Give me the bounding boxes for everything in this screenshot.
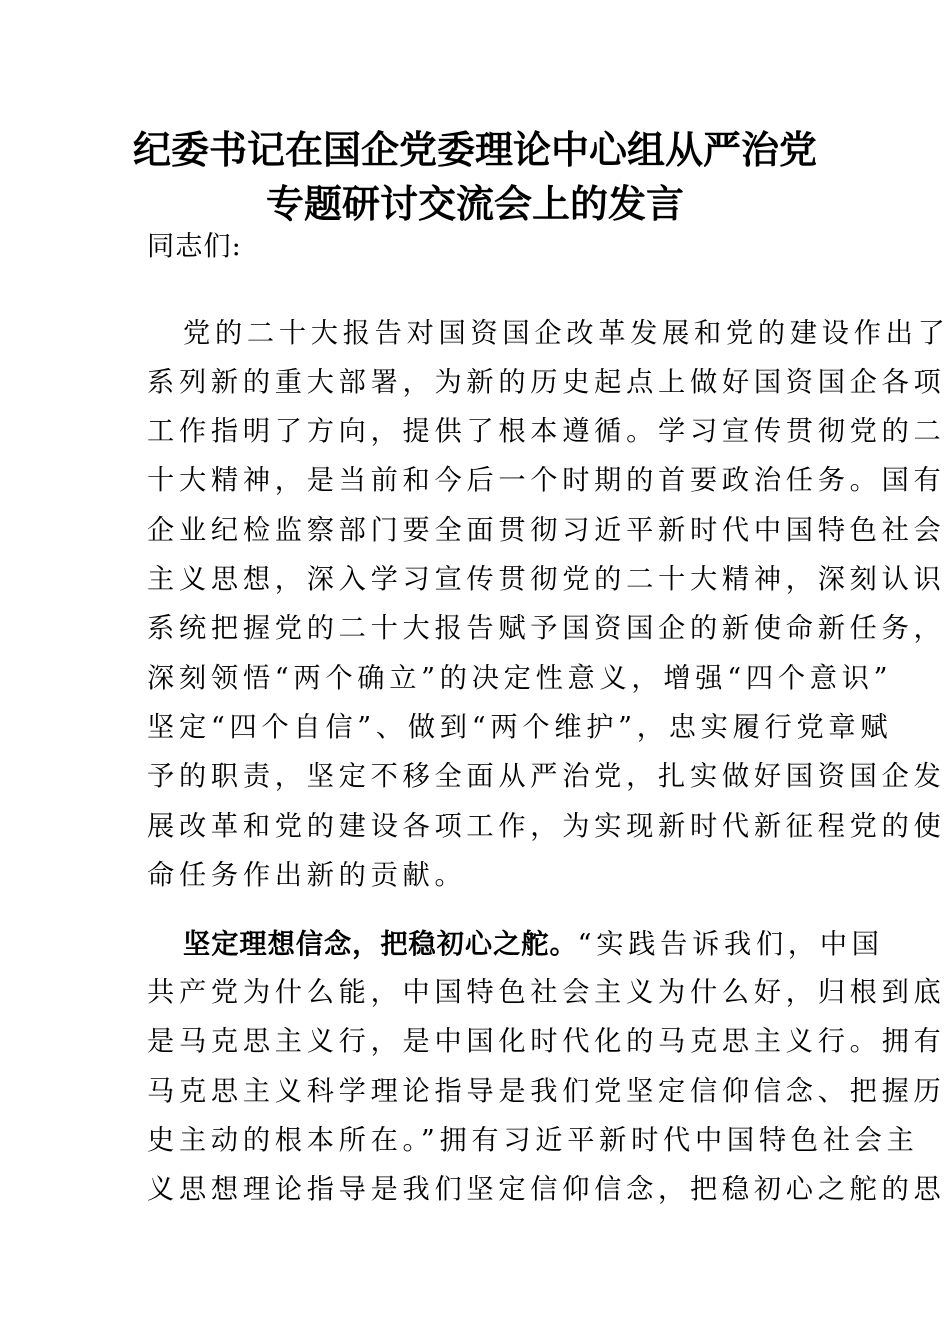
paragraph-1-line: 展改革和党的建设各项工作，为实现新时代新征程党的使: [147, 811, 946, 842]
paragraph-1-line: 十大精神，是当前和今后一个时期的首要政治任务。国有: [147, 465, 946, 496]
paragraph-1-line: 党的二十大报告对国资国企改革发展和党的建设作出了: [183, 318, 950, 349]
paragraph-1-line: 予的职责，坚定不移全面从严治党，扎实做好国资国企发: [147, 761, 946, 792]
document-title-line-1: 纪委书记在国企党委理论中心组从严治党: [132, 127, 817, 172]
paragraph-2-line: 共产党为什么能，中国特色社会主义为什么好，归根到底: [147, 977, 946, 1008]
paragraph-1-line: 工作指明了方向，提供了根本遵循。学习宣传贯彻党的二: [147, 416, 946, 447]
paragraph-2-first-line-text: “实践告诉我们，中国: [577, 929, 884, 960]
paragraph-2-heading: 坚定理想信念，把稳初心之舵。: [183, 928, 578, 960]
paragraph-1-line: 系列新的重大部署，为新的历史起点上做好国资国企各项: [147, 367, 946, 398]
paragraph-1-line: 坚定“四个自信”、做到“两个维护”，忠实履行党章赋: [147, 712, 893, 743]
paragraph-2-line: 马克思主义科学理论指导是我们党坚定信仰信念、把握历: [147, 1076, 946, 1107]
paragraph-1-line: 系统把握党的二十大报告赋予国资国企的新使命新任务，: [147, 613, 946, 644]
paragraph-1-line: 主义思想，深入学习宣传贯彻党的二十大精神，深刻认识: [147, 564, 946, 595]
paragraph-1-line: 命任务作出新的贡献。: [147, 860, 467, 891]
paragraph-1-line: 深刻领悟“两个确立”的决定性意义，增强“四个意识”: [147, 663, 893, 694]
document-title-line-2: 专题研讨交流会上的发言: [265, 181, 684, 226]
salutation: 同志们:: [147, 231, 242, 262]
paragraph-1-line: 企业纪检监察部门要全面贯彻习近平新时代中国特色社会: [147, 515, 946, 546]
paragraph-2-line: 是马克思主义行，是中国化时代化的马克思主义行。拥有: [147, 1026, 946, 1057]
paragraph-2-first-line: [183, 924, 884, 965]
paragraph-2-line: 史主动的根本所在。”拥有习近平新时代中国特色社会主: [147, 1125, 919, 1156]
paragraph-2-line: 义思想理论指导是我们坚定信仰信念，把稳初心之舵的思: [147, 1174, 946, 1205]
